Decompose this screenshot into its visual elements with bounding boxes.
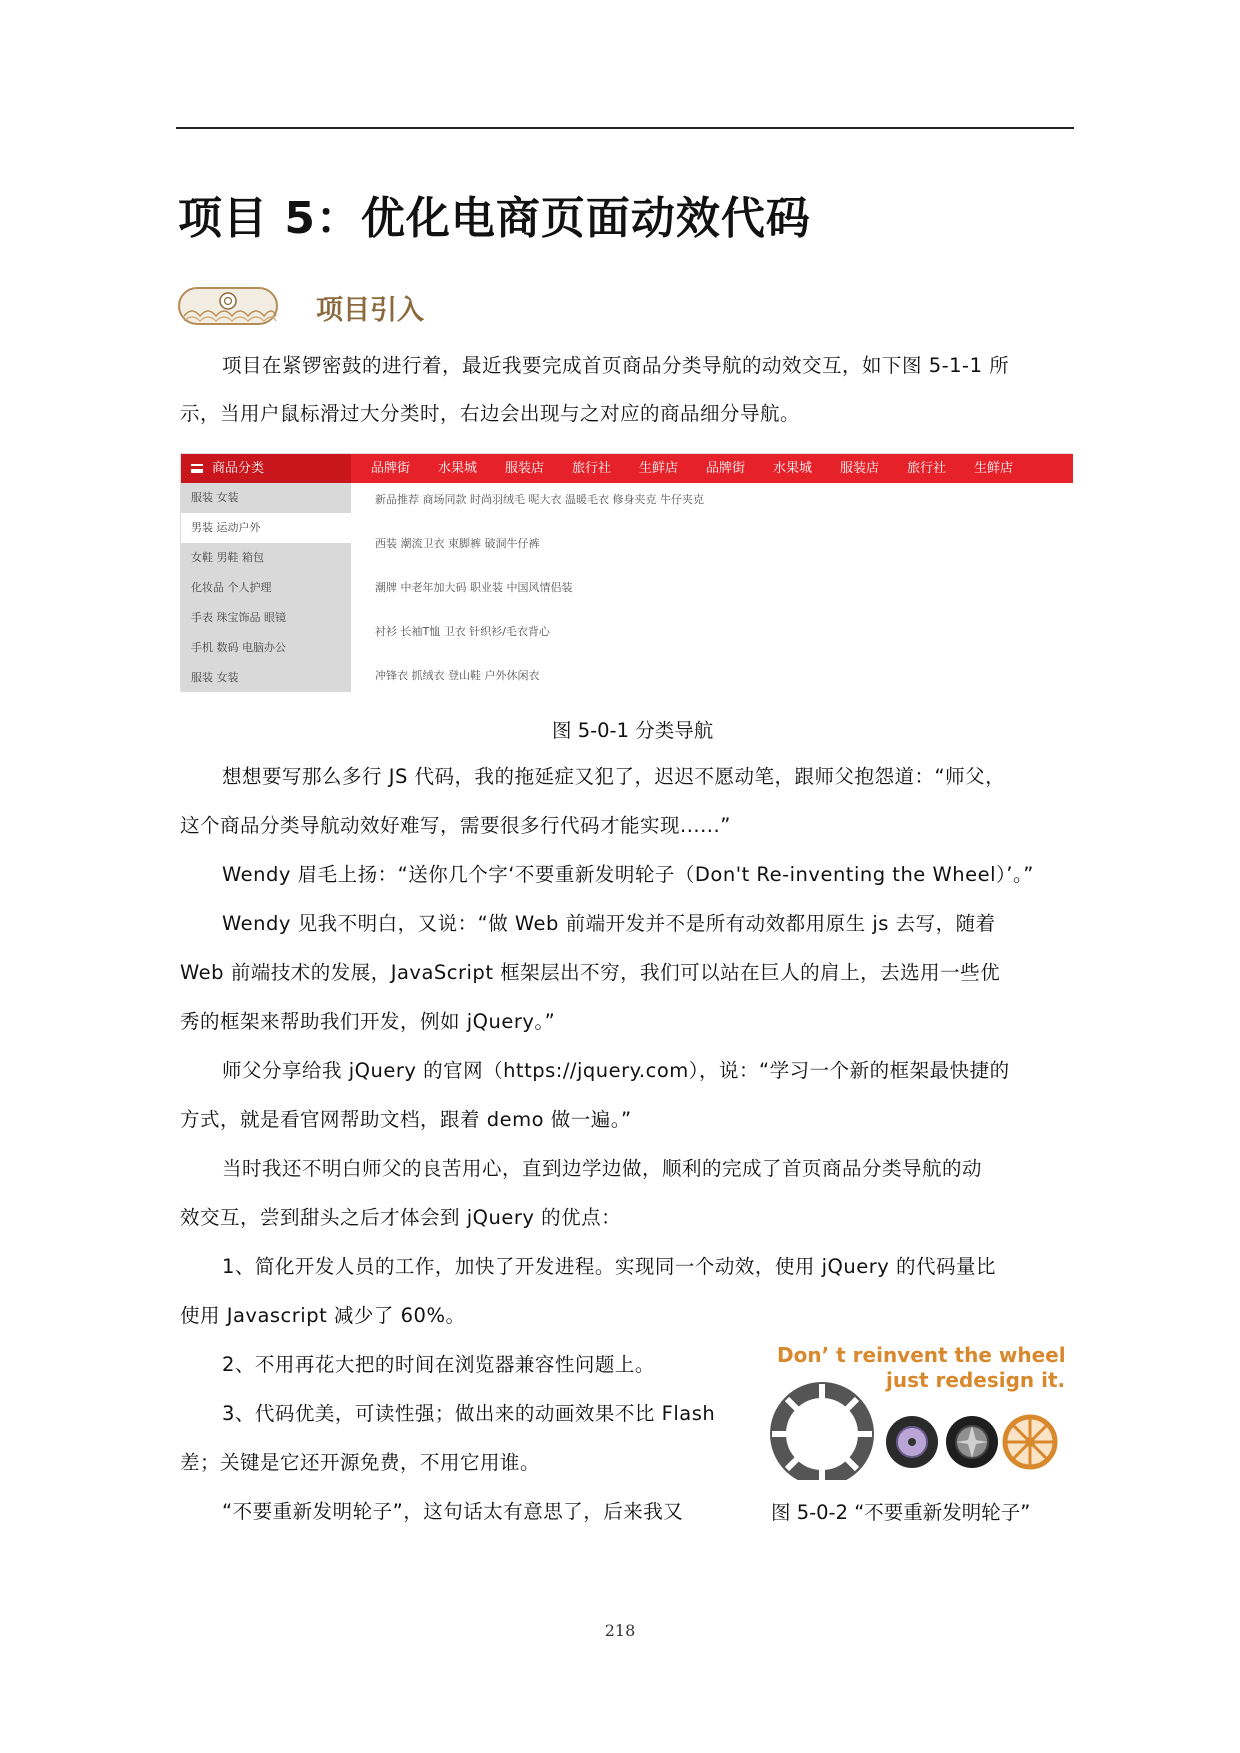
section-ornament-icon <box>178 286 278 326</box>
subcategory-panel <box>351 483 1073 692</box>
subcategory-row[interactable]: 新品推荐 商场同款 时尚羽绒毛 呢大衣 温暖毛衣 修身夹克 牛仔夹克 <box>375 493 704 506</box>
nav-tab[interactable]: 服装店 <box>505 461 545 476</box>
sidebar-item[interactable]: 手机 数码 电脑办公 <box>191 641 286 654</box>
category-sidebar <box>181 483 351 692</box>
stone-wheel-icon <box>772 1384 872 1480</box>
alloy-wheel-icon <box>946 1416 998 1468</box>
sidebar-item[interactable]: 服装 女装 <box>191 491 239 504</box>
subcategory-row[interactable]: 潮牌 中老年加大码 职业装 中国风情侣装 <box>375 581 573 594</box>
nav-tab[interactable]: 旅行社 <box>572 461 612 476</box>
category-header[interactable] <box>181 454 351 483</box>
paragraph-line: 差；关键是它还开源免费，不用它用谁。 <box>180 1451 541 1474</box>
nav-tab[interactable]: 品牌街 <box>371 461 411 476</box>
paragraph-line: 当时我还不明白师父的良苦用心，直到边学边做，顺利的完成了首页商品分类导航的动 <box>222 1157 983 1180</box>
paragraph-line: Web 前端技术的发展，JavaScript 框架层出不穷，我们可以站在巨人的肩上，去选用一些优 <box>180 961 1001 984</box>
paragraph-line: 3、代码优美，可读性强；做出来的动画效果不比 Flash <box>222 1402 716 1425</box>
paragraph-line: 使用 Javascript 减少了 60%。 <box>180 1304 466 1327</box>
reinvent-wheel-illustration <box>768 1340 1068 1480</box>
category-title: 商品分类 <box>212 461 265 476</box>
nav-tab[interactable]: 旅行社 <box>907 461 947 476</box>
sidebar-item[interactable]: 手表 珠宝饰品 眼镜 <box>191 611 286 624</box>
nav-tab[interactable]: 品牌街 <box>706 461 746 476</box>
nav-tabs <box>371 454 1041 483</box>
paragraph-line: 这个商品分类导航动效好难写，需要很多行代码才能实现......” <box>180 814 731 837</box>
paragraph-line: Wendy 见我不明白，又说：“做 Web 前端开发并不是所有动效都用原生 js 去写，随着 <box>222 912 996 935</box>
sidebar-item[interactable]: 女鞋 男鞋 箱包 <box>191 551 264 564</box>
paragraph-line: 方式，就是看官网帮助文档，跟着 demo 做一遍。” <box>180 1108 632 1131</box>
sidebar-item[interactable]: 服装 女装 <box>191 671 239 684</box>
nav-top-bar <box>181 454 1073 483</box>
wheel-slogan-line-1: Don’ t reinvent the wheel <box>777 1343 1066 1367</box>
subcategory-row[interactable]: 西装 潮流卫衣 束脚裤 破洞牛仔裤 <box>375 537 540 550</box>
subcategory-row[interactable]: 衬衫 长袖T恤 卫衣 针织衫/毛衣背心 <box>375 625 550 638</box>
paragraph-line: 效交互，尝到甜头之后才体会到 jQuery 的优点： <box>180 1206 622 1229</box>
paragraph-line: “不要重新发明轮子”，这句话太有意思了，后来我又 <box>222 1500 684 1523</box>
sidebar-item-active[interactable]: 男装 运动户外 <box>181 513 351 543</box>
subcategory-row[interactable]: 冲锋衣 抓绒衣 登山鞋 户外休闲衣 <box>375 669 540 682</box>
wheel-slogan-line-2: just redesign it. <box>886 1368 1066 1392</box>
page-number: 218 <box>604 1621 636 1640</box>
wooden-wheel-icon <box>1005 1417 1055 1467</box>
menu-icon <box>191 464 203 473</box>
paragraph-line: 想想要写那么多行 JS 代码，我的拖延症又犯了，迟迟不愿动笔，跟师父抱怨道：“师父， <box>222 765 1006 788</box>
nav-tab[interactable]: 生鲜店 <box>639 461 679 476</box>
nav-tab[interactable]: 水果城 <box>773 461 813 476</box>
tire-wheel-icon <box>886 1416 938 1468</box>
figure-caption-2: 图 5-0-2 “不要重新发明轮子” <box>771 1501 1031 1524</box>
nav-tab[interactable]: 服装店 <box>840 461 880 476</box>
section-heading <box>178 286 578 326</box>
paragraph-line: 秀的框架来帮助我们开发，例如 jQuery。” <box>180 1010 556 1033</box>
paragraph-line: 2、不用再花大把的时间在浏览器兼容性问题上。 <box>222 1353 655 1376</box>
intro-line-1: 项目在紧锣密鼓的进行着，最近我要完成首页商品分类导航的动效交互，如下图 5-1-1 所 <box>222 354 1010 377</box>
figure-caption-1: 图 5-0-1 分类导航 <box>552 719 714 742</box>
intro-line-2: 示，当用户鼠标滑过大分类时，右边会出现与之对应的商品细分导航。 <box>180 402 801 425</box>
paragraph-line: Wendy 眉毛上扬：“送你几个字‘不要重新发明轮子（Don't Re-inventing the Wheel）’。” <box>222 863 1034 886</box>
nav-tab[interactable]: 生鲜店 <box>974 461 1014 476</box>
paragraph-line: 1、简化开发人员的工作，加快了开发进程。实现同一个动效，使用 jQuery 的代码量比 <box>222 1255 996 1278</box>
section-label: 项目引入 <box>316 295 424 326</box>
paragraph-line: 师父分享给我 jQuery 的官网（https://jquery.com），说：“学习一个新的框架最快捷的 <box>222 1059 1010 1082</box>
page-title: 项目 5：优化电商页面动效代码 <box>178 193 811 244</box>
category-nav-figure <box>180 453 1072 691</box>
nav-tab[interactable]: 水果城 <box>438 461 478 476</box>
header-rule <box>176 127 1074 129</box>
sidebar-item[interactable]: 化妆品 个人护理 <box>191 581 272 594</box>
